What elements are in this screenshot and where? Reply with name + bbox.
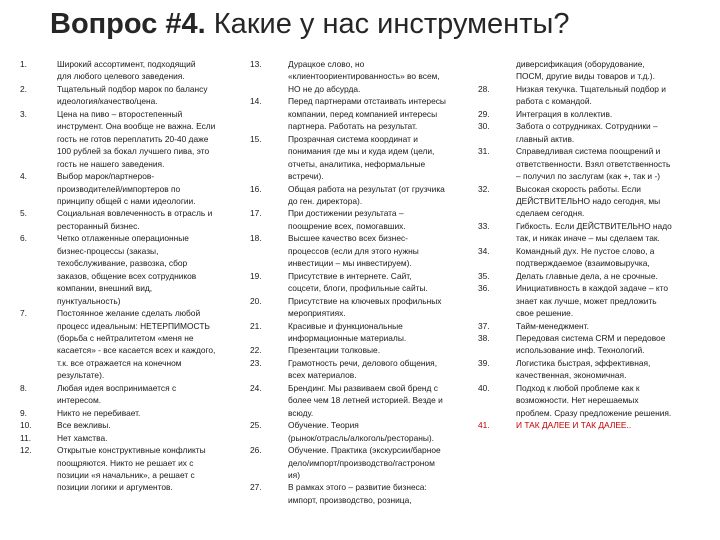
item-text: Обучение. Практика (экскурсии/барное дело/импорт/производство/гастроном ия) [288,445,441,480]
list-item [20,444,255,494]
item-text: Подход к любой проблеме как к возможности. Нет нерешаемых проблем. Сразу предложение решения. [516,382,672,418]
item-text: Общая работа на результат (от грузчика до ген. директора). [288,183,445,206]
list-item [478,419,710,431]
item-number: 6. [20,233,27,244]
item-number: 11. [20,432,32,443]
item-text: Обучение. Теория (рынок/отрасль/алкоголь/рестораны). [288,420,434,443]
item-text: Все вежливы. [57,420,111,431]
item-number: 34. [478,245,490,256]
item-number: 22. [250,345,262,356]
item-text: Широкий ассортимент, подходящий для любого целевого заведения. [57,59,196,82]
list-item [250,207,485,232]
item-number: 20. [250,295,262,306]
list-item [20,419,255,431]
list-item [20,232,255,307]
item-text: И ТАК ДАЛЕЕ И ТАК ДАЛЕЕ.. [516,420,632,431]
item-number: 41. [478,420,490,431]
list-item [478,320,710,332]
list-item [478,220,710,245]
item-number: 37. [478,320,490,331]
column-left [20,58,255,494]
item-number: 40. [478,382,490,393]
item-text: Тайм-менеджмент. [516,320,589,331]
item-text: Открытые конструктивные конфликты поощряются. Никто не решает их с позиции «я начальник», а решает с позиции логики и аргументов. [57,445,206,493]
item-number: 39. [478,357,490,368]
list-item [478,183,710,220]
item-number: 30. [478,121,490,132]
item-number: 8. [20,382,27,393]
list-item [478,270,710,282]
list-item [250,444,485,481]
list-item [478,382,710,419]
list-item [250,183,485,208]
item-number: 13. [250,59,262,69]
item-text: Высшее качество всех бизнес- процессов (если для этого нужны инвестиции – мы инвестируем). [288,233,419,269]
item-text: Перед партнерами отстаивать интересы компании, перед компанией интересы партнера. Работать на результат. [288,96,446,132]
item-number: 14. [250,96,262,107]
list-item [478,282,710,319]
list-item [20,432,255,444]
item-text: При достижении результата – поощрение всех, помогавших. [288,208,406,231]
title-question-number: Вопрос #4. [50,8,206,40]
item-number: 10. [20,420,32,431]
item-text: В рамках этого – развитие бизнеса: импорт, производство, розница, [288,482,427,505]
column-middle [250,58,485,506]
list-item [478,120,710,145]
column-right [478,58,710,432]
item-number: 26. [250,445,262,456]
item-number: 12. [20,445,32,456]
item-text: Грамотность речи, делового общения, всех материалов. [288,357,438,381]
item-number: 5. [20,208,27,219]
item-text: Делать главные дела, а не срочные. [516,270,658,281]
list-item [20,108,255,170]
list-item [478,83,710,108]
item-text: Выбор марок/партнеров- производителей/импортеров по принципу общей с нами идеологии. [57,171,196,206]
item-text: Высокая скорость работы. Если ДЕЙСТВИТЕЛЬНО надо сегодня, мы сделаем сегодня. [516,183,661,219]
list-item [20,307,255,382]
list-item [250,382,485,419]
item-text: Интеграция в коллектив. [516,108,613,119]
item-number: 21. [250,320,262,331]
carryover-text: диверсификация (оборудование, ПОСМ, другие виды товаров и т.д.). [516,59,655,82]
item-text: Красивые и функциональные информационные материалы. [288,320,407,343]
item-number: 29. [478,108,490,119]
item-number: 36. [478,283,490,294]
item-text: Брендинг. Мы развиваем свой бренд с более чем 18 летней историей. Везде и всюду. [288,382,443,418]
item-number: 32. [478,183,490,194]
list-item [250,95,485,132]
list-item [250,320,485,345]
item-number: 3. [20,108,27,119]
item-number: 17. [250,208,262,219]
list-item [250,481,485,506]
list-item [250,270,485,295]
list-item [250,133,485,183]
list-item [478,332,710,357]
item-text: Тщательный подбор марок по балансу идеология/качество/цена. [57,83,208,107]
list-item [478,108,710,120]
item-number: 7. [20,308,27,319]
item-number: 23. [250,357,262,368]
item-text: Прозрачная система координат и понимания где мы и куда идем (цели, отчеты, аналитика, неформальные встречи). [288,133,435,182]
list-item [20,207,255,232]
item-text: Присутствие на ключевых профильных мероприятиях. [288,295,442,319]
item-text: Логистика быстрая, эффективная, качественная, экономичная. [516,357,651,381]
item-number: 28. [478,83,490,94]
item-text: Гибкость. Если ДЕЙСТВИТЕЛЬНО надо так, и никак иначе – мы сделаем так. [516,220,672,244]
item-text: Дурацкое слово, но «клиентоориентированность» во всем, НО не до абсурда. [288,59,440,94]
list-item [250,419,485,444]
item-text: Присутствие в интернете. Сайт, соцсети, блоги, профильные сайты. [288,270,428,294]
item-text: Инициативность в каждой задаче – кто знает как лучше, может предложить свое решение. [516,283,669,319]
item-number: 24. [250,382,262,393]
item-number: 38. [478,332,490,343]
list-item [250,344,485,356]
item-number: 27. [250,482,262,493]
list-item [20,83,255,108]
item-text: Четко отлаженные операционные бизнес-процессы (заказы, техобслуживание, развозка, сбор заказов, общение всех сотрудников компании, внешний вид, пунктуальность) [57,233,197,306]
list-item [20,407,255,419]
item-number: 25. [250,420,262,431]
item-text: Презентации толковые. [288,345,381,356]
slide-title [50,8,569,41]
title-question-text: Какие у нас инструменты? [205,8,570,40]
item-text: Постоянное желание сделать любой процесс идеальным: НЕТЕРПИМОСТЬ (борьба с нейтралитетом «меня не касается» - все касается всех и каждого, т.к. все отражается на конечном результате). [57,308,216,381]
item-number: 16. [250,183,262,194]
list-item [478,357,710,382]
item-number: 9. [20,407,27,418]
item-text: Социальная вовлеченность в отрасль и ресторанный бизнес. [57,208,213,231]
item-text: Нет хамства. [57,432,108,443]
item-text: Никто не перебивает. [57,407,141,418]
item-number: 4. [20,171,27,182]
list-item [478,145,710,182]
item-text: Передовая система CRM и передовое использование инф. Технологий. [516,332,666,356]
item-text: Справедливая система поощрений и ответственности. Взял ответственность – получил по заслугам (как +, так и -) [516,146,671,182]
list-item [250,295,485,320]
list-item [250,357,485,382]
item-text: Низкая текучка. Тщательный подбор и работа с командой. [516,83,666,107]
list-item [20,58,255,83]
item-number: 33. [478,220,490,231]
item-number: 15. [250,133,262,144]
item-text: Командный дух. Не пустое слово, а подтверждаемое (взаимовыручка, [516,245,655,269]
item-number: 18. [250,233,262,244]
list-item [20,170,255,207]
item-number: 35. [478,270,490,281]
item-text: Забота о сотрудниках. Сотрудники – главный актив. [516,121,658,144]
item-text: Любая идея воспринимается с интересом. [57,382,177,406]
list-item [250,58,485,95]
item-number: 1. [20,59,27,69]
item-number: 19. [250,270,262,281]
list-item [478,245,710,270]
item-number: 2. [20,83,27,94]
list-item [20,382,255,407]
item-text: Цена на пиво – второстепенный инструмент. Она вообще не важна. Если гость не готов переплатить 20-40 даже 100 рублей за бокал лучшего пива, это гость не нашего заведения. [57,108,216,169]
item-number: 31. [478,146,490,157]
list-item [250,232,485,269]
